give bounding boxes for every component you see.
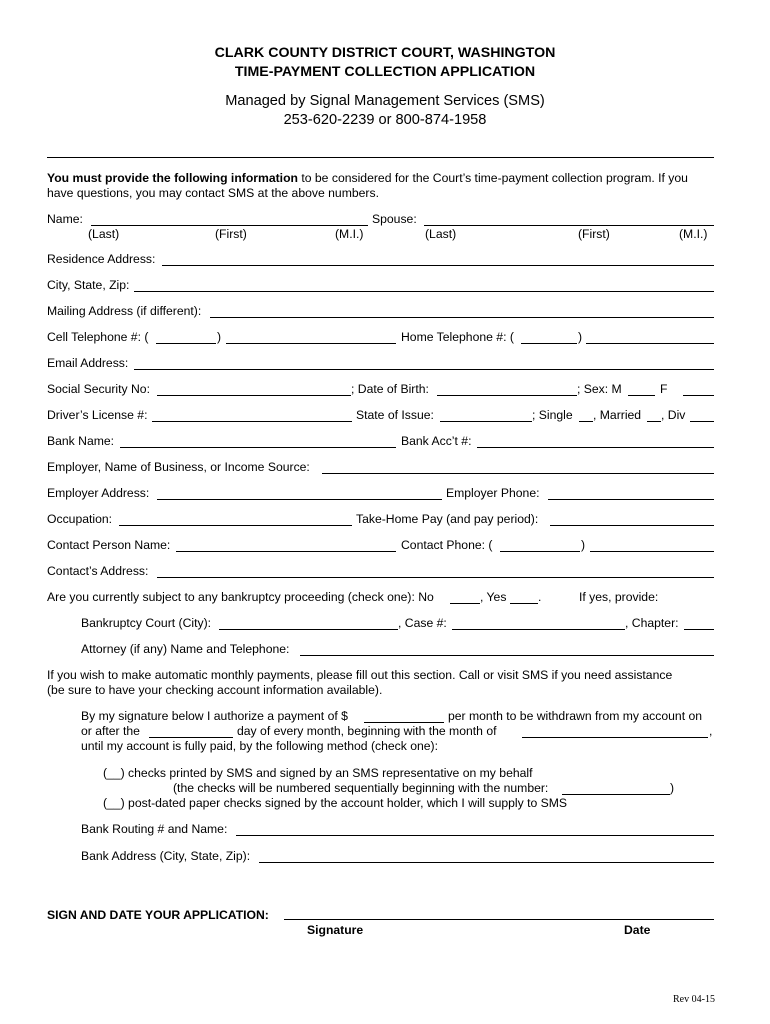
option-sms-checks-note: (the checks will be numbered sequentially beginning with the number: — [173, 781, 549, 795]
mailing-label: Mailing Address (if different): — [47, 304, 202, 318]
phone-numbers: 253-620-2239 or 800-874-1958 — [283, 112, 487, 128]
spouse-last-caption: (Last) — [425, 227, 457, 241]
div-field[interactable] — [690, 421, 714, 422]
occupation-field[interactable] — [119, 525, 352, 526]
married-label: , Married — [593, 408, 642, 422]
case-label: , Case #: — [398, 616, 447, 630]
authorize-text-1: By my signature below I authorize a payment of $ — [81, 709, 348, 723]
sex-m-label: ; Sex: M — [577, 382, 622, 396]
authorize-comma: , — [709, 724, 713, 738]
chapter-field[interactable] — [684, 629, 714, 630]
bank-address-field[interactable] — [259, 862, 714, 863]
name-field[interactable] — [91, 225, 368, 226]
intro-line2: have questions, you may contact SMS at the above numbers. — [47, 186, 379, 200]
dob-field[interactable] — [437, 395, 577, 396]
dl-field[interactable] — [152, 421, 352, 422]
spouse-first-caption: (First) — [578, 227, 610, 241]
name-label: Name: — [47, 212, 83, 226]
home-label: Home Telephone #: ( — [401, 330, 514, 344]
start-month-field[interactable] — [522, 737, 708, 738]
check-start-number-field[interactable] — [562, 794, 670, 795]
bankruptcy-court-field[interactable] — [219, 629, 398, 630]
div-label: , Div — [661, 408, 686, 422]
take-home-label: Take-Home Pay (and pay period): — [356, 512, 539, 526]
bankruptcy-court-label: Bankruptcy Court (City): — [81, 616, 212, 630]
contact-person-label: Contact Person Name: — [47, 538, 171, 552]
employer-address-label: Employer Address: — [47, 486, 150, 500]
authorize-text-2b: day of every month, beginning with the month of — [237, 724, 497, 738]
routing-label: Bank Routing # and Name: — [81, 822, 228, 836]
chapter-label: , Chapter: — [625, 616, 679, 630]
revision-label: Rev 04-15 — [673, 994, 715, 1005]
sign-date-label: SIGN AND DATE YOUR APPLICATION: — [47, 908, 269, 922]
name-mi-caption: (M.I.) — [335, 227, 364, 241]
bankruptcy-yes-label: , Yes — [480, 590, 507, 604]
header-divider — [47, 157, 714, 158]
contact-number-field[interactable] — [590, 551, 714, 552]
single-field[interactable] — [579, 421, 593, 422]
employer-source-label: Employer, Name of Business, or Income Source: — [47, 460, 310, 474]
cell-number-field[interactable] — [226, 343, 396, 344]
dl-label: Driver’s License #: — [47, 408, 148, 422]
contact-phone-label: Contact Phone: ( — [401, 538, 493, 552]
state-issue-label: State of Issue: — [356, 408, 434, 422]
email-field[interactable] — [134, 369, 714, 370]
residence-field[interactable] — [162, 265, 714, 266]
name-last-caption: (Last) — [88, 227, 120, 241]
home-number-field[interactable] — [586, 343, 714, 344]
home-close: ) — [578, 330, 583, 344]
routing-field[interactable] — [236, 835, 714, 836]
employer-phone-field[interactable] — [548, 499, 714, 500]
email-label: Email Address: — [47, 356, 129, 370]
ssn-label: Social Security No: — [47, 382, 150, 396]
contact-person-field[interactable] — [176, 551, 396, 552]
case-field[interactable] — [452, 629, 625, 630]
authorize-text-3: until my account is fully paid, by the following method (check one): — [81, 739, 439, 753]
spouse-mi-caption: (M.I.) — [679, 227, 708, 241]
home-area-field[interactable] — [521, 343, 577, 344]
managed-by: Managed by Signal Management Services (SMS) — [225, 93, 545, 109]
signature-date-line[interactable] — [284, 919, 714, 920]
dob-label: ; Date of Birth: — [351, 382, 429, 396]
mailing-field[interactable] — [210, 317, 714, 318]
ssn-field[interactable] — [157, 395, 351, 396]
form-title-court: CLARK COUNTY DISTRICT COURT, WASHINGTON — [214, 45, 556, 61]
bankruptcy-yes-field[interactable] — [510, 603, 538, 604]
sex-f-field[interactable] — [683, 395, 714, 396]
bank-name-field[interactable] — [120, 447, 396, 448]
intro-bold: You must provide the following information — [47, 171, 298, 185]
married-field[interactable] — [647, 421, 661, 422]
intro-rest: to be considered for the Court’s time-payment collection program. If you — [297, 171, 688, 185]
contact-phone-close: ) — [581, 538, 586, 552]
date-caption: Date — [624, 923, 651, 937]
cell-area-field[interactable] — [156, 343, 216, 344]
form-title-application: TIME-PAYMENT COLLECTION APPLICATION — [234, 64, 536, 80]
attorney-label: Attorney (if any) Name and Telephone: — [81, 642, 290, 656]
bank-acct-field[interactable] — [477, 447, 714, 448]
city-label: City, State, Zip: — [47, 278, 130, 292]
contact-address-field[interactable] — [157, 577, 714, 578]
signature-caption: Signature — [307, 923, 364, 937]
take-home-field[interactable] — [550, 525, 714, 526]
bank-address-label: Bank Address (City, State, Zip): — [81, 849, 251, 863]
spouse-field[interactable] — [424, 225, 714, 226]
contact-address-label: Contact’s Address: — [47, 564, 149, 578]
bank-acct-label: Bank Acc’t #: — [401, 434, 472, 448]
attorney-field[interactable] — [300, 655, 714, 656]
option-sms-checks[interactable]: (__) checks printed by SMS and signed by an SMS representative on my behalf — [103, 766, 533, 780]
option-postdated-checks[interactable]: (__) post-dated paper checks signed by the account holder, which I will supply to SMS — [103, 796, 568, 810]
bankruptcy-dot: . — [538, 590, 542, 604]
authorize-text-2: or after the — [81, 724, 140, 738]
residence-label: Residence Address: — [47, 252, 156, 266]
bankruptcy-no-field[interactable] — [450, 603, 480, 604]
employer-source-field[interactable] — [322, 473, 714, 474]
single-label: ; Single — [532, 408, 573, 422]
spouse-label: Spouse: — [372, 212, 417, 226]
cell-label: Cell Telephone #: ( — [47, 330, 149, 344]
option-sms-checks-close: ) — [670, 781, 675, 795]
sex-m-field[interactable] — [628, 395, 655, 396]
auto-pay-intro-2: (be sure to have your checking account information available). — [47, 683, 383, 697]
employer-address-field[interactable] — [157, 499, 442, 500]
city-field[interactable] — [134, 291, 714, 292]
payment-day-field[interactable] — [149, 737, 233, 738]
contact-area-field[interactable] — [500, 551, 580, 552]
state-issue-field[interactable] — [440, 421, 532, 422]
auto-pay-intro-1: If you wish to make automatic monthly payments, please fill out this section. Call or visit SMS if you need assistance — [47, 668, 673, 682]
cell-close: ) — [217, 330, 222, 344]
occupation-label: Occupation: — [47, 512, 113, 526]
intro-line1 — [47, 171, 688, 185]
if-yes-label: If yes, provide: — [579, 590, 659, 604]
payment-amount-field[interactable] — [364, 722, 444, 723]
authorize-text-1b: per month to be withdrawn from my account on — [448, 709, 703, 723]
name-first-caption: (First) — [215, 227, 247, 241]
bank-name-label: Bank Name: — [47, 434, 115, 448]
bankruptcy-question: Are you currently subject to any bankruptcy proceeding (check one): No — [47, 590, 434, 604]
sex-f-label: F — [660, 382, 668, 396]
employer-phone-label: Employer Phone: — [446, 486, 540, 500]
